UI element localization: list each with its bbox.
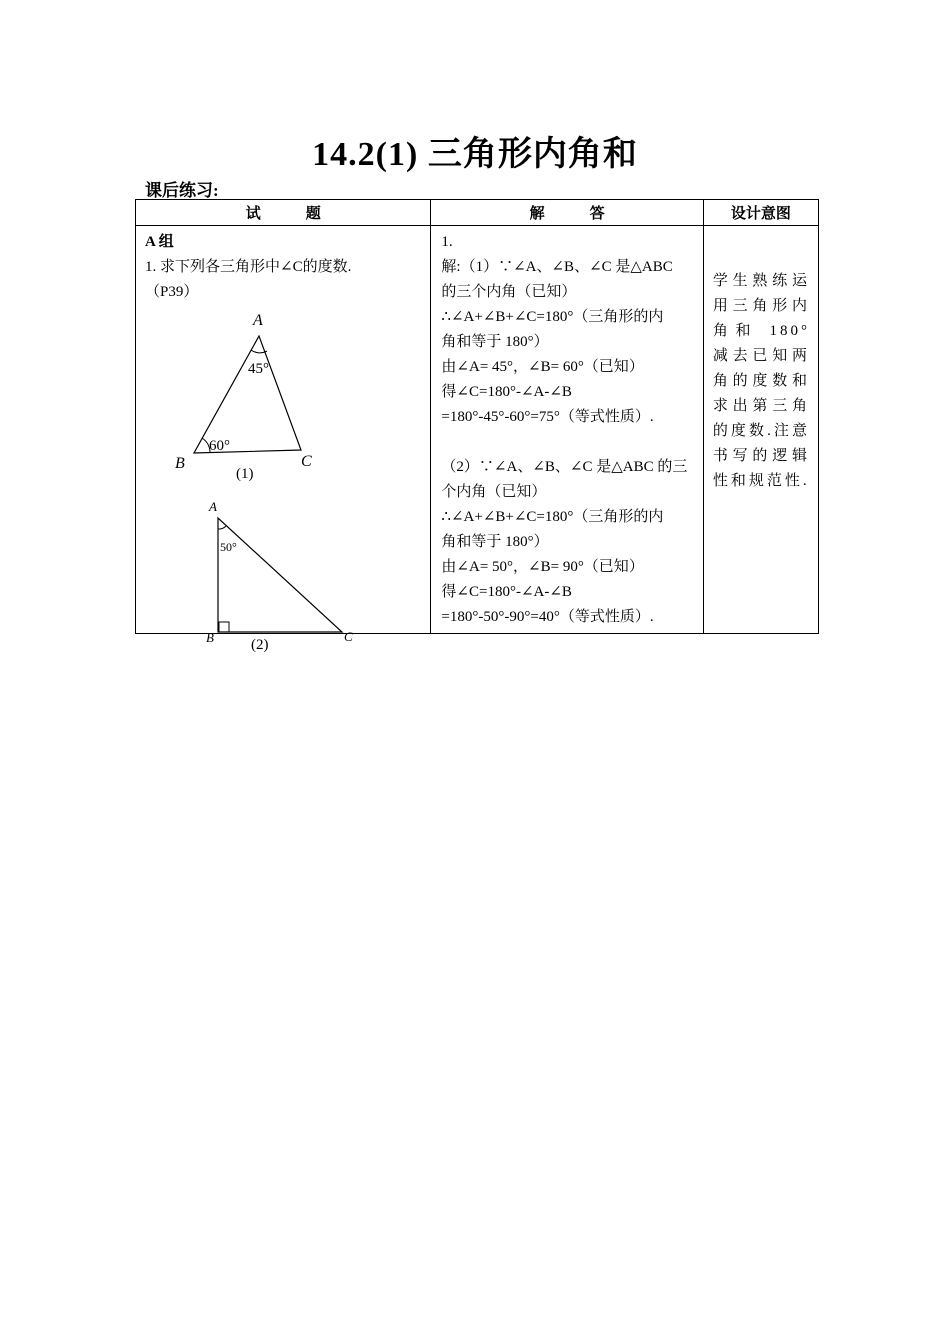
answer-line: 得∠C=180°-∠A-∠B [441, 584, 572, 600]
answer-line: 解:（1）∵∠A、∠B、∠C 是△ABC [441, 259, 673, 275]
table-header-row [136, 200, 819, 226]
fig2-label-b: B [206, 630, 214, 645]
triangle-figure-1 [175, 312, 312, 482]
section-subtitle: 课后练习: [145, 181, 219, 200]
header-intent: 设计意图 [703, 200, 818, 226]
fig2-label-a: A [209, 499, 217, 514]
fig1-label-b: B [175, 455, 185, 472]
table-row [136, 226, 819, 634]
answer-line: 角和等于 180°） [441, 534, 549, 550]
answer-line: 由∠A= 50°，∠B= 90°（已知） [441, 559, 644, 575]
triangle-figures [136, 226, 431, 653]
answer-line: 1. [441, 234, 453, 250]
fig2-angle-a: 50° [220, 540, 237, 554]
fig1-caption: (1) [236, 466, 254, 482]
answer-line: 的三个内角（已知） [441, 284, 577, 300]
intent-cell: 学生熟练运用三角形内角和 180°减去已知两角的度数和求出第三角的度数.注意书写的逻辑性和规范性. [703, 226, 818, 634]
fig1-label-a: A [253, 312, 263, 329]
fig2-caption: (2) [251, 637, 269, 653]
answer-line: =180°-50°-90°=40°（等式性质）. [441, 609, 654, 625]
answer-line: （2）∵∠A、∠B、∠C 是△ABC 的三 [441, 459, 688, 475]
fig1-angle-b: 60° [209, 438, 230, 454]
answer-line: 由∠A= 45°，∠B= 60°（已知） [441, 359, 644, 375]
answer-cell [431, 226, 703, 634]
fig2-label-c: C [344, 629, 353, 644]
question-page-ref: （P39） [145, 284, 199, 300]
exercise-table [135, 199, 819, 653]
question-group: A 组 [145, 234, 174, 250]
answer-line: 角和等于 180°） [441, 334, 549, 350]
question-text: 1. 求下列各三角形中∠C的度数. [145, 259, 352, 275]
answer-line [441, 430, 696, 455]
question-cell [136, 226, 431, 653]
answer-line: ∴∠A+∠B+∠C=180°（三角形的内 [441, 309, 664, 325]
answer-line: =180°-45°-60°=75°（等式性质）. [441, 409, 654, 425]
answer-line: 得∠C=180°-∠A-∠B [441, 384, 572, 400]
triangle-figure-2 [206, 499, 353, 653]
page-title: 14.2(1) 三角形内角和 [312, 136, 638, 173]
header-answer: 解 答 [431, 200, 703, 226]
fig1-angle-a: 45° [248, 361, 269, 377]
fig1-label-c: C [301, 453, 312, 470]
header-question: 试 题 [136, 200, 431, 226]
answer-line: 个内角（已知） [441, 484, 547, 500]
answer-line: ∴∠A+∠B+∠C=180°（三角形的内 [441, 509, 664, 525]
